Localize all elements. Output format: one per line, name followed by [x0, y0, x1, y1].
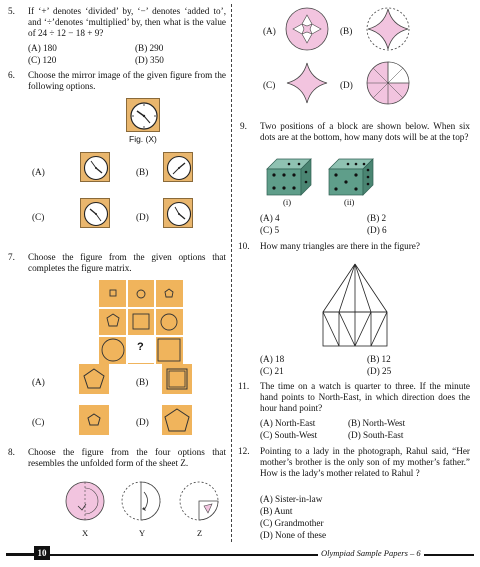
q8-label-c: (C)	[263, 80, 276, 90]
q6-option-b-clock[interactable]	[163, 152, 193, 182]
q8-label-d: (D)	[340, 80, 353, 90]
clock-icon	[165, 200, 193, 228]
q10-triangle-figure	[320, 262, 390, 348]
q8-label-b: (B)	[340, 26, 353, 36]
clock-icon	[165, 154, 193, 182]
clock-icon	[128, 100, 160, 132]
q9-text: Two positions of a block are shown below. When six dots are at the bottom, how many dots will be at the top?	[260, 121, 470, 143]
q8-label-a: (A)	[263, 26, 276, 36]
q9-number: 9.	[240, 121, 247, 131]
column-divider	[231, 4, 232, 542]
q8-text: Choose the figure from the four options that resembles the unfolded form of the sheet Z.	[28, 447, 226, 469]
q12-option-a[interactable]: (A) Sister-in-law	[260, 494, 323, 504]
q5-text: If ‘+’ denotes ‘divided’ by, ‘−’ denotes ‘added to’, and ‘÷’denotes ‘multiplied’ by, then what is the value of 24 ÷ 12 − 18 + 9?	[28, 6, 226, 39]
q5-option-c[interactable]: (C) 120	[28, 55, 57, 65]
q6-number: 6.	[8, 70, 15, 80]
q8-figure-z	[178, 480, 220, 522]
q7-label-c: (C)	[32, 417, 45, 427]
q9-die-i	[266, 158, 312, 196]
q9-label-ii: (ii)	[344, 197, 355, 207]
q7-option-c-small-pentagon[interactable]	[79, 405, 109, 435]
q7-option-d-pentagon[interactable]	[162, 405, 192, 435]
q6-option-c-clock[interactable]	[80, 198, 110, 228]
q7-option-a-pentagon[interactable]	[79, 364, 109, 394]
q6-label-b: (B)	[136, 167, 149, 177]
q12-option-b[interactable]: (B) Aunt	[260, 506, 293, 516]
q10-number: 10.	[238, 241, 250, 251]
q9-option-d[interactable]: (D) 6	[367, 225, 387, 235]
q8-option-c[interactable]	[284, 60, 330, 106]
q5-number: 5.	[8, 6, 15, 16]
q8-figure-x	[64, 480, 106, 522]
clock-icon	[82, 200, 110, 228]
q11-text: The time on a watch is quarter to three. If the minute hand points to North-East, in which direction does the hour hand point?	[260, 381, 470, 414]
q11-option-d[interactable]: (D) South-East	[348, 430, 404, 440]
q7-missing-mark: ?	[137, 341, 144, 353]
q8-label-x: X	[82, 528, 89, 538]
q8-label-y: Y	[139, 528, 146, 538]
q8-option-d[interactable]	[365, 60, 411, 106]
q9-die-ii	[328, 158, 374, 196]
q6-label-a: (A)	[32, 167, 45, 177]
q6-option-a-clock[interactable]	[80, 152, 110, 182]
q12-option-c[interactable]: (C) Grandmother	[260, 518, 324, 528]
q7-label-b: (B)	[136, 377, 149, 387]
q8-option-a[interactable]	[284, 6, 330, 52]
q8-label-z: Z	[197, 528, 203, 538]
q5-option-d[interactable]: (D) 350	[135, 55, 164, 65]
q10-option-b[interactable]: (B) 12	[367, 354, 391, 364]
q11-option-a[interactable]: (A) North-East	[260, 418, 316, 428]
q5-option-a[interactable]: (A) 180	[28, 43, 57, 53]
clock-icon	[82, 154, 110, 182]
q10-option-a[interactable]: (A) 18	[260, 354, 285, 364]
q6-figure-caption: Fig. (X)	[129, 134, 157, 144]
q7-text: Choose the figure from the given options that completes the figure matrix.	[28, 252, 226, 274]
q7-number: 7.	[8, 252, 15, 262]
page-number: 10	[34, 546, 50, 560]
q9-option-b[interactable]: (B) 2	[367, 213, 387, 223]
q11-option-c[interactable]: (C) South-West	[260, 430, 318, 440]
q10-text: How many triangles are there in the figure?	[260, 241, 420, 251]
q12-number: 12.	[238, 446, 250, 456]
q7-label-d: (D)	[136, 417, 149, 427]
q6-text: Choose the mirror image of the given figure from the following options.	[28, 70, 226, 92]
q11-option-b[interactable]: (B) North-West	[348, 418, 406, 428]
q7-label-a: (A)	[32, 377, 45, 387]
q6-label-c: (C)	[32, 212, 45, 222]
q6-figure-x	[126, 98, 160, 132]
q11-number: 11.	[238, 381, 250, 391]
q9-option-c[interactable]: (C) 5	[260, 225, 280, 235]
q10-option-d[interactable]: (D) 25	[367, 366, 392, 376]
q10-option-c[interactable]: (C) 21	[260, 366, 284, 376]
q12-text: Pointing to a lady in the photograph, Rahul said, “Her mother’s brother is the only son of my mother’s father.” How is the lady’s mother related to Rahul ?	[260, 446, 470, 479]
q5-option-b[interactable]: (B) 290	[135, 43, 164, 53]
q6-option-d-clock[interactable]	[163, 198, 193, 228]
q6-label-d: (D)	[136, 212, 149, 222]
q9-option-a[interactable]: (A) 4	[260, 213, 280, 223]
q8-figure-y	[120, 480, 162, 522]
q9-label-i: (i)	[283, 197, 292, 207]
q7-option-b-square[interactable]	[162, 364, 192, 394]
q8-number: 8.	[8, 447, 15, 457]
q12-option-d[interactable]: (D) None of these	[260, 530, 327, 540]
footer-title: Olympiad Sample Papers – 6	[318, 548, 424, 558]
q8-option-b[interactable]	[365, 6, 411, 52]
